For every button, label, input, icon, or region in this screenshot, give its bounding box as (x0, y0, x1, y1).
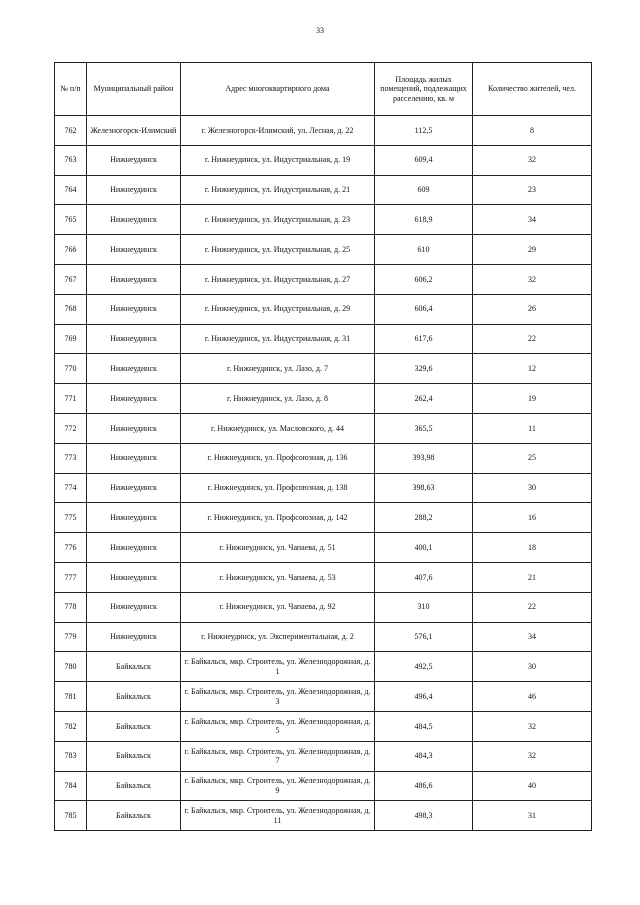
cell-num: 774 (55, 473, 87, 503)
table-row (55, 413, 592, 443)
cell-area: 618,9 (375, 205, 473, 235)
cell-address: г. Нижнеудинск, ул. Индустриальная, д. 29 (181, 294, 375, 324)
cell-residents: 29 (473, 235, 592, 265)
cell-area: 609,4 (375, 145, 473, 175)
header-num: № п/п (55, 63, 87, 116)
cell-address: г. Железногорск-Илимский, ул. Лесная, д. 22 (181, 116, 375, 146)
cell-num: 767 (55, 264, 87, 294)
cell-num: 766 (55, 235, 87, 265)
cell-num: 762 (55, 116, 87, 146)
table-row (55, 682, 592, 712)
cell-district: Байкальск (87, 771, 181, 801)
cell-area: 609 (375, 175, 473, 205)
cell-address: г. Нижнеудинск, ул. Экспериментальная, д. 2 (181, 622, 375, 652)
cell-address: г. Нижнеудинск, ул. Масловского, д. 44 (181, 413, 375, 443)
cell-district: Байкальск (87, 741, 181, 771)
cell-area: 365,5 (375, 413, 473, 443)
cell-num: 776 (55, 533, 87, 563)
cell-residents: 32 (473, 264, 592, 294)
cell-address: г. Байкальск, мкр. Строитель, ул. Железнодорожная, д. 9 (181, 771, 375, 801)
cell-district: Нижнеудинск (87, 533, 181, 563)
cell-num: 769 (55, 324, 87, 354)
cell-residents: 31 (473, 801, 592, 831)
cell-residents: 46 (473, 682, 592, 712)
cell-area: 576,1 (375, 622, 473, 652)
cell-district: Нижнеудинск (87, 235, 181, 265)
table-row (55, 801, 592, 831)
cell-area: 400,1 (375, 533, 473, 563)
cell-district: Байкальск (87, 682, 181, 712)
cell-address: г. Нижнеудинск, ул. Чапаева, д. 53 (181, 562, 375, 592)
cell-num: 784 (55, 771, 87, 801)
cell-area: 112,5 (375, 116, 473, 146)
cell-area: 288,2 (375, 503, 473, 533)
cell-district: Нижнеудинск (87, 264, 181, 294)
table-row (55, 384, 592, 414)
table-row (55, 235, 592, 265)
cell-district: Нижнеудинск (87, 175, 181, 205)
cell-residents: 34 (473, 205, 592, 235)
cell-num: 777 (55, 562, 87, 592)
table-row (55, 533, 592, 563)
cell-address: г. Нижнеудинск, ул. Индустриальная, д. 27 (181, 264, 375, 294)
table-row (55, 205, 592, 235)
table-row (55, 175, 592, 205)
cell-district: Байкальск (87, 801, 181, 831)
cell-area: 606,4 (375, 294, 473, 324)
cell-address: г. Нижнеудинск, ул. Чапаева, д. 92 (181, 592, 375, 622)
table-row (55, 562, 592, 592)
cell-num: 775 (55, 503, 87, 533)
cell-district: Нижнеудинск (87, 324, 181, 354)
table-row (55, 443, 592, 473)
header-residents: Количество жителей, чел. (473, 63, 592, 116)
cell-district: Нижнеудинск (87, 562, 181, 592)
table-row (55, 622, 592, 652)
cell-address: г. Байкальск, мкр. Строитель, ул. Железнодорожная, д. 1 (181, 652, 375, 682)
table-row (55, 145, 592, 175)
cell-residents: 34 (473, 622, 592, 652)
cell-residents: 8 (473, 116, 592, 146)
cell-residents: 21 (473, 562, 592, 592)
cell-num: 778 (55, 592, 87, 622)
table-row (55, 741, 592, 771)
cell-residents: 30 (473, 652, 592, 682)
cell-area: 498,3 (375, 801, 473, 831)
cell-district: Нижнеудинск (87, 503, 181, 533)
cell-residents: 18 (473, 533, 592, 563)
cell-address: г. Байкальск, мкр. Строитель, ул. Железнодорожная, д. 7 (181, 741, 375, 771)
cell-address: г. Нижнеудинск, ул. Лазо, д. 7 (181, 354, 375, 384)
cell-district: Нижнеудинск (87, 205, 181, 235)
header-area: Площадь жилых помещений, подлежащих расселению, кв. м (375, 63, 473, 116)
cell-residents: 26 (473, 294, 592, 324)
header-district: Муниципальный район (87, 63, 181, 116)
cell-num: 781 (55, 682, 87, 712)
cell-residents: 11 (473, 413, 592, 443)
cell-num: 780 (55, 652, 87, 682)
cell-address: г. Нижнеудинск, ул. Профсоюзная, д. 136 (181, 443, 375, 473)
cell-address: г. Нижнеудинск, ул. Индустриальная, д. 21 (181, 175, 375, 205)
page-number: 33 (316, 26, 324, 35)
cell-residents: 32 (473, 741, 592, 771)
cell-address: г. Нижнеудинск, ул. Профсоюзная, д. 138 (181, 473, 375, 503)
cell-district: Байкальск (87, 711, 181, 741)
table-row (55, 503, 592, 533)
cell-num: 764 (55, 175, 87, 205)
cell-area: 606,2 (375, 264, 473, 294)
cell-district: Нижнеудинск (87, 354, 181, 384)
cell-area: 262,4 (375, 384, 473, 414)
table-row (55, 264, 592, 294)
cell-num: 770 (55, 354, 87, 384)
header-address: Адрес многоквартирного дома (181, 63, 375, 116)
cell-address: г. Нижнеудинск, ул. Индустриальная, д. 31 (181, 324, 375, 354)
cell-residents: 12 (473, 354, 592, 384)
cell-address: г. Нижнеудинск, ул. Лазо, д. 8 (181, 384, 375, 414)
cell-district: Нижнеудинск (87, 145, 181, 175)
cell-residents: 16 (473, 503, 592, 533)
cell-area: 310 (375, 592, 473, 622)
cell-residents: 22 (473, 592, 592, 622)
cell-district: Байкальск (87, 652, 181, 682)
cell-district: Нижнеудинск (87, 473, 181, 503)
cell-num: 772 (55, 413, 87, 443)
cell-num: 768 (55, 294, 87, 324)
cell-residents: 19 (473, 384, 592, 414)
cell-area: 496,4 (375, 682, 473, 712)
cell-address: г. Нижнеудинск, ул. Индустриальная, д. 25 (181, 235, 375, 265)
cell-residents: 32 (473, 145, 592, 175)
cell-address: г. Байкальск, мкр. Строитель, ул. Железнодорожная, д. 11 (181, 801, 375, 831)
cell-residents: 22 (473, 324, 592, 354)
cell-num: 771 (55, 384, 87, 414)
table-row (55, 473, 592, 503)
cell-address: г. Байкальск, мкр. Строитель, ул. Железнодорожная, д. 3 (181, 682, 375, 712)
cell-num: 765 (55, 205, 87, 235)
table-header-row (55, 63, 592, 116)
cell-num: 763 (55, 145, 87, 175)
cell-address: г. Нижнеудинск, ул. Индустриальная, д. 23 (181, 205, 375, 235)
cell-residents: 30 (473, 473, 592, 503)
table-row (55, 652, 592, 682)
cell-area: 329,6 (375, 354, 473, 384)
cell-residents: 40 (473, 771, 592, 801)
cell-area: 486,6 (375, 771, 473, 801)
table-row (55, 324, 592, 354)
cell-area: 492,5 (375, 652, 473, 682)
table-row (55, 294, 592, 324)
cell-area: 484,5 (375, 711, 473, 741)
cell-num: 773 (55, 443, 87, 473)
cell-area: 407,6 (375, 562, 473, 592)
cell-num: 779 (55, 622, 87, 652)
cell-residents: 23 (473, 175, 592, 205)
cell-residents: 32 (473, 711, 592, 741)
cell-address: г. Байкальск, мкр. Строитель, ул. Железнодорожная, д. 5 (181, 711, 375, 741)
cell-residents: 25 (473, 443, 592, 473)
cell-area: 610 (375, 235, 473, 265)
cell-num: 783 (55, 741, 87, 771)
table-row (55, 711, 592, 741)
table-row (55, 354, 592, 384)
cell-district: Нижнеудинск (87, 384, 181, 414)
cell-address: г. Нижнеудинск, ул. Индустриальная, д. 19 (181, 145, 375, 175)
table-body (55, 116, 592, 831)
table-row (55, 116, 592, 146)
cell-num: 782 (55, 711, 87, 741)
cell-address: г. Нижнеудинск, ул. Чапаева, д. 51 (181, 533, 375, 563)
housing-registry-table (54, 62, 592, 831)
cell-area: 484,3 (375, 741, 473, 771)
table-row (55, 771, 592, 801)
cell-district: Нижнеудинск (87, 622, 181, 652)
cell-area: 398,63 (375, 473, 473, 503)
cell-area: 393,98 (375, 443, 473, 473)
cell-district: Нижнеудинск (87, 294, 181, 324)
cell-district: Нижнеудинск (87, 443, 181, 473)
cell-district: Нижнеудинск (87, 592, 181, 622)
cell-district: Нижнеудинск (87, 413, 181, 443)
table-row (55, 592, 592, 622)
cell-num: 785 (55, 801, 87, 831)
cell-area: 617,6 (375, 324, 473, 354)
cell-district: Железногорск-Илимский (87, 116, 181, 146)
cell-address: г. Нижнеудинск, ул. Профсоюзная, д. 142 (181, 503, 375, 533)
